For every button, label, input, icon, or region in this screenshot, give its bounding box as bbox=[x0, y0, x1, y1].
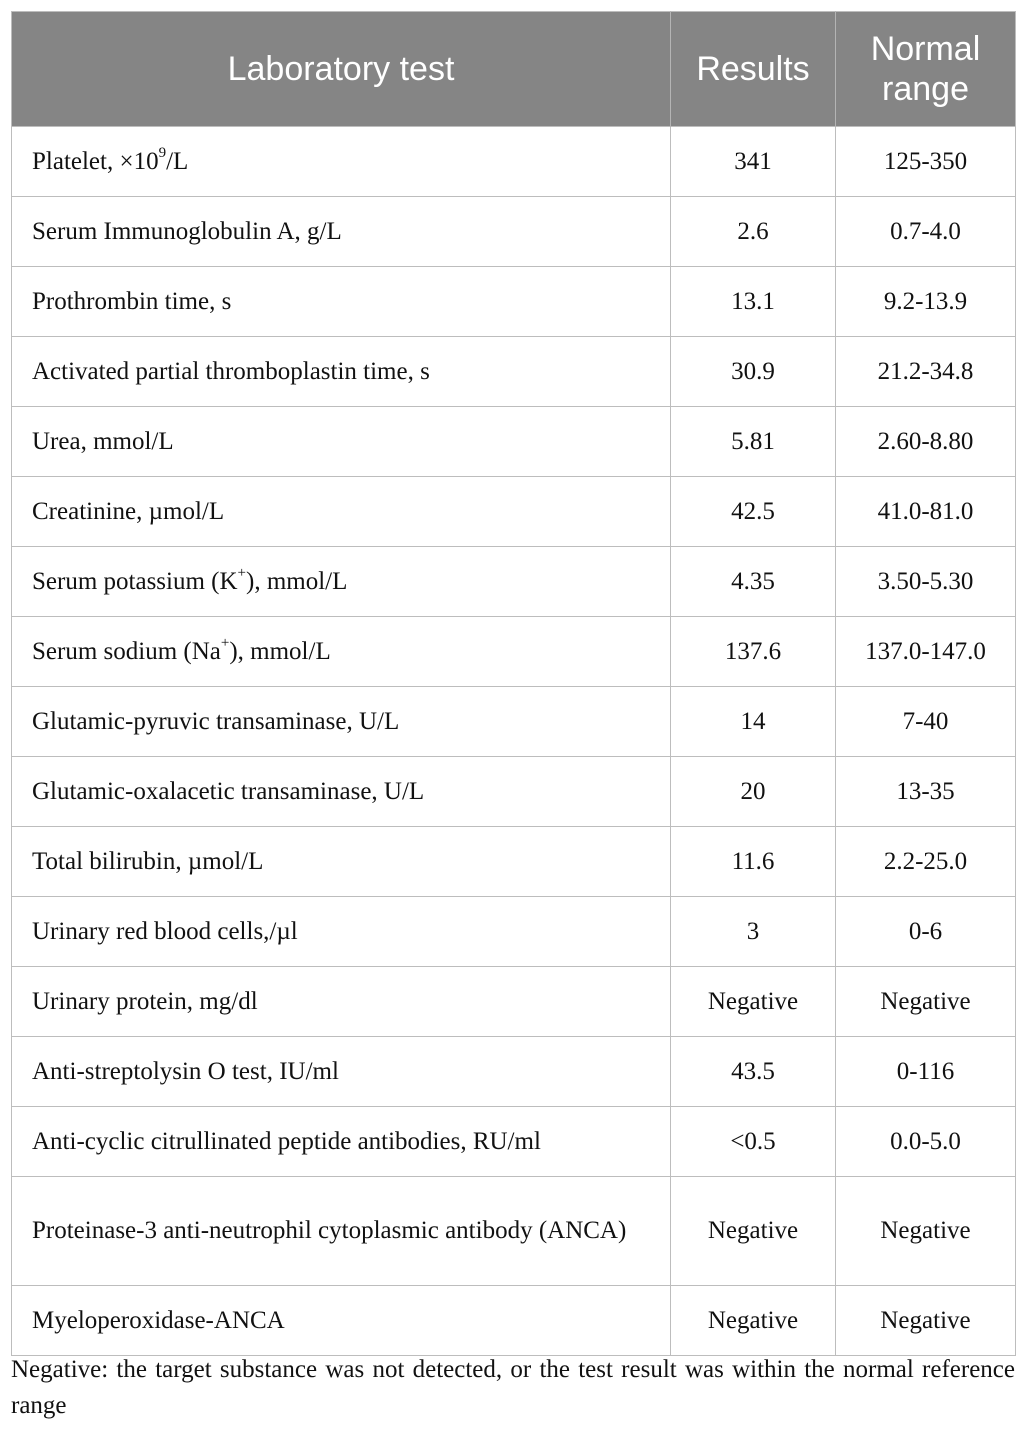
cell-normal-range: 3.50-5.30 bbox=[836, 547, 1016, 617]
cell-laboratory-test bbox=[12, 617, 671, 687]
table-body bbox=[12, 127, 1016, 1356]
cell-normal-range: 125-350 bbox=[836, 127, 1016, 197]
table-row bbox=[12, 547, 1016, 617]
header-normal-range bbox=[836, 12, 1016, 127]
test-name: Serum Immunoglobulin A, g/L bbox=[32, 217, 342, 245]
test-name: Urinary protein, mg/dl bbox=[32, 987, 258, 1015]
table-row bbox=[12, 127, 1016, 197]
cell-laboratory-test bbox=[12, 477, 671, 547]
table-row bbox=[12, 827, 1016, 897]
cell-result: Negative bbox=[671, 1286, 836, 1356]
test-name: Activated partial thromboplastin time, s bbox=[32, 357, 430, 385]
cell-normal-range: 9.2-13.9 bbox=[836, 267, 1016, 337]
cell-laboratory-test bbox=[12, 1286, 671, 1356]
table-row bbox=[12, 617, 1016, 687]
test-name: Prothrombin time, s bbox=[32, 287, 232, 315]
cell-normal-range: Negative bbox=[836, 1286, 1016, 1356]
cell-result: 341 bbox=[671, 127, 836, 197]
cell-result: Negative bbox=[671, 967, 836, 1037]
test-name: Urea, mmol/L bbox=[32, 427, 174, 455]
lab-results-table-container bbox=[11, 11, 1015, 1356]
header-normal-range-line2: range bbox=[882, 70, 969, 108]
cell-result: Negative bbox=[671, 1177, 836, 1286]
cell-normal-range: Negative bbox=[836, 1177, 1016, 1286]
cell-laboratory-test bbox=[12, 1037, 671, 1107]
table-row bbox=[12, 687, 1016, 757]
cell-result: 2.6 bbox=[671, 197, 836, 267]
cell-normal-range: 2.60-8.80 bbox=[836, 407, 1016, 477]
table-row bbox=[12, 477, 1016, 547]
test-name: Glutamic-oxalacetic transaminase, U/L bbox=[32, 777, 425, 805]
cell-normal-range: 2.2-25.0 bbox=[836, 827, 1016, 897]
table-row bbox=[12, 197, 1016, 267]
table-row bbox=[12, 267, 1016, 337]
table-row bbox=[12, 1286, 1016, 1356]
cell-normal-range: 21.2-34.8 bbox=[836, 337, 1016, 407]
test-name: Urinary red blood cells,/µl bbox=[32, 917, 298, 945]
test-name-suffix: ), mmol/L bbox=[229, 637, 331, 665]
cell-normal-range: 0.7-4.0 bbox=[836, 197, 1016, 267]
cell-laboratory-test bbox=[12, 897, 671, 967]
cell-result: 43.5 bbox=[671, 1037, 836, 1107]
table-row bbox=[12, 1177, 1016, 1286]
cell-laboratory-test bbox=[12, 407, 671, 477]
cell-laboratory-test bbox=[12, 1177, 671, 1286]
table-row bbox=[12, 967, 1016, 1037]
cell-result: 20 bbox=[671, 757, 836, 827]
header-results: Results bbox=[671, 12, 836, 127]
test-name-suffix: /L bbox=[166, 147, 189, 175]
table-row bbox=[12, 757, 1016, 827]
cell-laboratory-test bbox=[12, 547, 671, 617]
test-name: Creatinine, µmol/L bbox=[32, 497, 225, 525]
test-name: Anti-streptolysin O test, IU/ml bbox=[32, 1057, 339, 1085]
cell-normal-range: Negative bbox=[836, 967, 1016, 1037]
test-name: Proteinase-3 anti-neutrophil cytoplasmic antibody (ANCA) bbox=[32, 1217, 627, 1244]
test-name: Total bilirubin, µmol/L bbox=[32, 847, 264, 875]
test-name-superscript: 9 bbox=[158, 145, 167, 162]
cell-result: 4.35 bbox=[671, 547, 836, 617]
cell-laboratory-test bbox=[12, 197, 671, 267]
cell-laboratory-test bbox=[12, 687, 671, 757]
cell-result: <0.5 bbox=[671, 1107, 836, 1177]
table-row bbox=[12, 1107, 1016, 1177]
cell-laboratory-test bbox=[12, 337, 671, 407]
cell-result: 14 bbox=[671, 687, 836, 757]
cell-normal-range: 7-40 bbox=[836, 687, 1016, 757]
cell-result: 5.81 bbox=[671, 407, 836, 477]
header-laboratory-test: Laboratory test bbox=[12, 12, 671, 127]
test-name: Platelet, ×10 bbox=[32, 147, 159, 175]
test-name-suffix: ), mmol/L bbox=[246, 567, 348, 595]
cell-result: 42.5 bbox=[671, 477, 836, 547]
test-name: Serum potassium (K bbox=[32, 567, 238, 595]
cell-result: 13.1 bbox=[671, 267, 836, 337]
cell-normal-range: 41.0-81.0 bbox=[836, 477, 1016, 547]
test-name: Myeloperoxidase-ANCA bbox=[32, 1306, 285, 1334]
table-footnote: Negative: the target substance was not detected, or the test result was within the normal reference range bbox=[11, 1356, 1015, 1419]
cell-laboratory-test bbox=[12, 967, 671, 1037]
test-name: Serum sodium (Na bbox=[32, 637, 221, 665]
table-header-row bbox=[12, 12, 1016, 127]
table-row bbox=[12, 897, 1016, 967]
test-name-superscript: + bbox=[220, 635, 230, 652]
cell-laboratory-test bbox=[12, 127, 671, 197]
cell-result: 3 bbox=[671, 897, 836, 967]
cell-result: 137.6 bbox=[671, 617, 836, 687]
cell-normal-range: 13-35 bbox=[836, 757, 1016, 827]
cell-result: 11.6 bbox=[671, 827, 836, 897]
cell-laboratory-test bbox=[12, 827, 671, 897]
cell-normal-range: 137.0-147.0 bbox=[836, 617, 1016, 687]
cell-normal-range: 0-116 bbox=[836, 1037, 1016, 1107]
test-name: Anti-cyclic citrullinated peptide antibodies, RU/ml bbox=[32, 1127, 541, 1155]
test-name: Glutamic-pyruvic transaminase, U/L bbox=[32, 707, 400, 735]
test-name-superscript: + bbox=[237, 565, 247, 582]
cell-normal-range: 0.0-5.0 bbox=[836, 1107, 1016, 1177]
cell-laboratory-test bbox=[12, 267, 671, 337]
header-normal-range-line1: Normal bbox=[870, 30, 981, 68]
cell-result: 30.9 bbox=[671, 337, 836, 407]
cell-laboratory-test bbox=[12, 757, 671, 827]
table-row bbox=[12, 337, 1016, 407]
lab-results-table bbox=[11, 11, 1016, 1356]
cell-normal-range: 0-6 bbox=[836, 897, 1016, 967]
table-row bbox=[12, 1037, 1016, 1107]
cell-laboratory-test bbox=[12, 1107, 671, 1177]
table-row bbox=[12, 407, 1016, 477]
